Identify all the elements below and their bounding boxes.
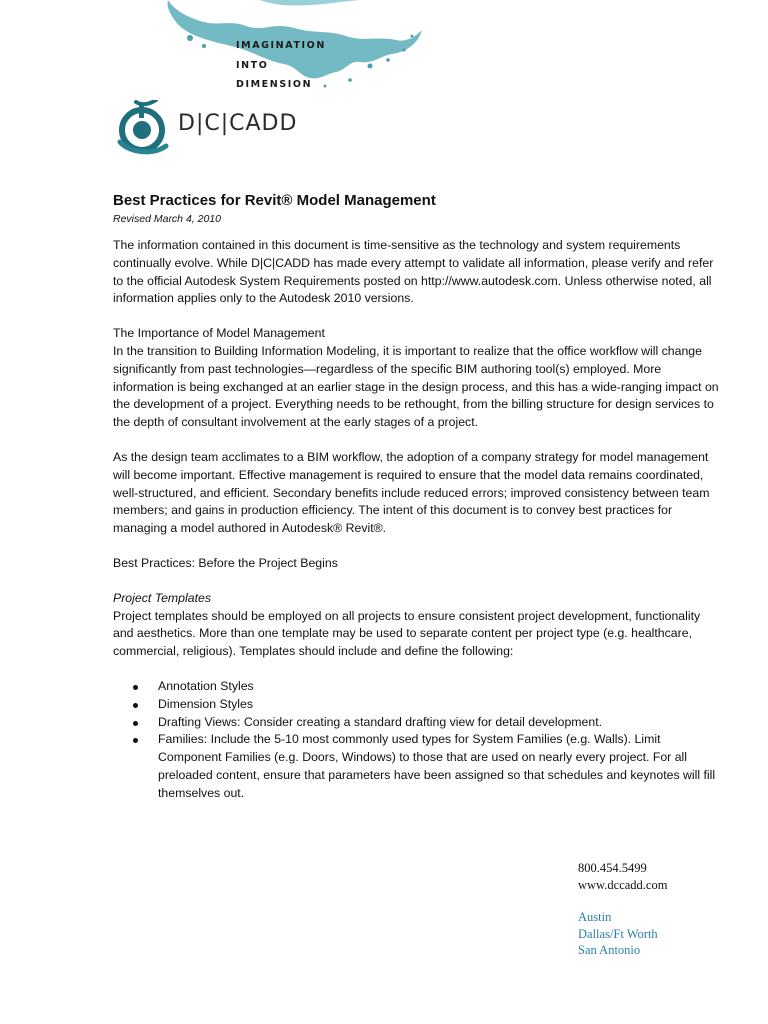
website-link[interactable]: www.dccadd.com <box>578 877 668 892</box>
city-austin: Austin <box>578 910 612 924</box>
revised-date: Revised March 4, 2010 <box>113 213 221 225</box>
intro-paragraph: The information contained in this document is time-sensitive as the technology and system requirements continually evolve. While D|C|CADD has made every attempt to validate all information, please verify and refer to the official Autodesk System Requirements posted on http://www.autodesk.com. Unless otherwise noted, all information applies only to the Autodesk 2010 versions. <box>113 238 714 306</box>
city-san-antonio: San Antonio <box>578 943 641 957</box>
contact-block <box>578 860 667 959</box>
document-body <box>113 190 723 803</box>
document-title: Best Practices for Revit® Model Management <box>113 192 436 209</box>
before-project-heading: Best Practices: Before the Project Begins <box>113 555 338 570</box>
templates-paragraph: Project templates should be employed on all projects to ensure consistent project development, functionality and aesthetics. More than one template may be used to separate content per project type (e.g. healthcare, commercial, religious). Templates should include and define the following: <box>113 608 701 659</box>
template-items-list <box>113 678 723 803</box>
list-item: Annotation Styles <box>158 678 723 696</box>
tagline-line-3: DIMENSION <box>236 79 313 90</box>
acclimates-paragraph: As the design team acclimates to a BIM workflow, the adoption of a company strategy for model management will become important. Effective management is required to ensure that the model data remains coordinated, well-structured, and efficient. Secondary benefits include reduced errors; improved consistency between team members; and gains in production efficiency. The intent of this document is to convey best practices for managing a model authored in Autodesk® Revit®. <box>113 449 710 536</box>
list-item: Drafting Views: Consider creating a standard drafting view for detail development. <box>158 714 723 732</box>
city-dallas: Dallas/Ft Worth <box>578 926 658 941</box>
tagline-line-1: IMAGINATION <box>236 40 326 51</box>
brand-tagline <box>236 36 326 95</box>
list-item: Dimension Styles <box>158 696 723 714</box>
templates-heading: Project Templates <box>113 590 211 605</box>
importance-paragraph: In the transition to Building Information Modeling, it is important to realize that the office workflow will change significantly from past technologies—regardless of the specific BIM authoring tool(s) employed. More information is being exchanged at an earlier stage in the design process, and this has a wide-ranging impact on the development of a project. Everything needs to be rethought, from the billing structure for design services to the depth of consultant involvement at the early stages of a project. <box>113 343 719 430</box>
logo-wordmark: D|C|CADD <box>178 111 298 136</box>
importance-heading: The Importance of Model Management <box>113 326 325 341</box>
dccadd-logo-icon <box>112 100 172 156</box>
list-item: Families: Include the 5-10 most commonly used types for System Families (e.g. Walls). Limit Component Families (e.g. Doors, Windows) to those that are used on nearly every project. For all preloaded content, ensure that parameters have been assigned so that schedules and keynotes will fill themselves out. <box>158 731 723 802</box>
tagline-line-2: INTO <box>236 59 269 71</box>
phone-number: 800.454.5499 <box>578 861 647 875</box>
